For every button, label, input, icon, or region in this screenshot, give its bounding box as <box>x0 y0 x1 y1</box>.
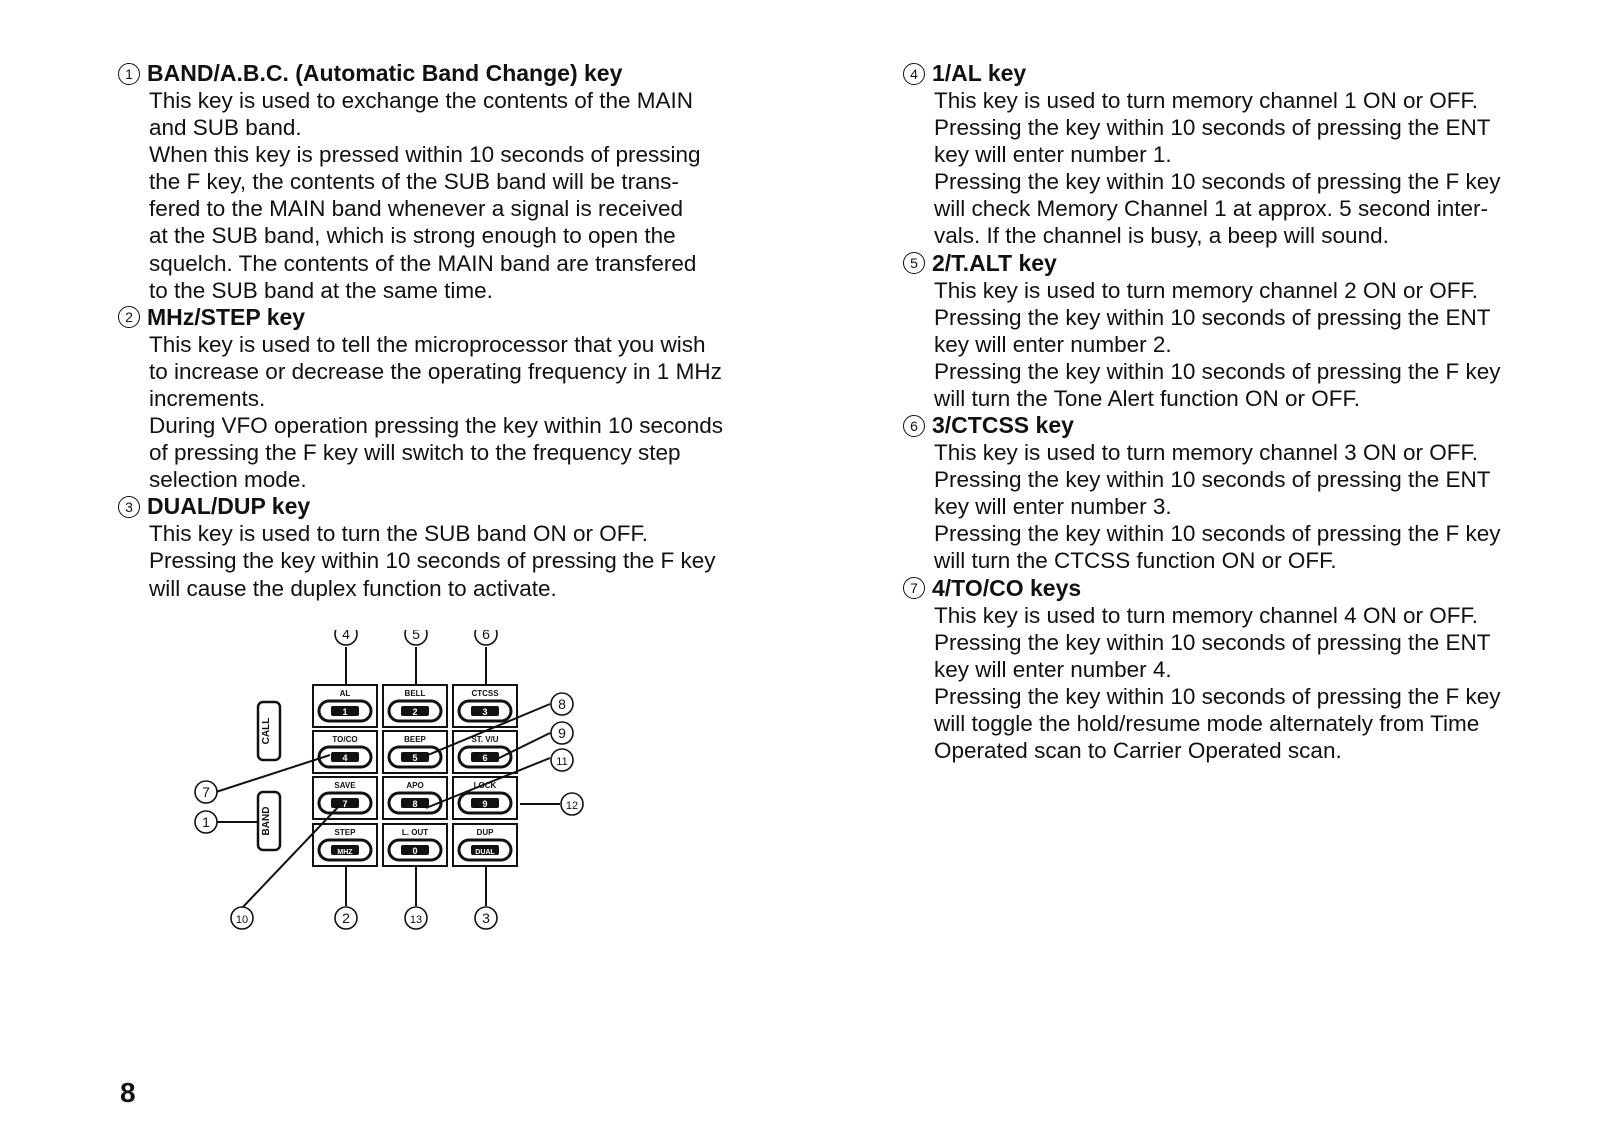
key-main-label: DUAL <box>475 849 495 856</box>
key-main-label: 7 <box>342 799 348 809</box>
section-dual-dup-key <box>118 493 808 601</box>
callout-number: 8 <box>558 696 566 712</box>
section-heading <box>903 60 1583 87</box>
key-function-label: ST. V/U <box>471 735 499 744</box>
key-main-label: 1 <box>342 707 348 717</box>
key-function-label: DUP <box>476 828 494 837</box>
keypad-diagram <box>180 630 620 960</box>
callout-number: 7 <box>202 784 210 800</box>
heading-text: 3/CTCSS key <box>932 412 1074 439</box>
keypad-key <box>313 685 377 727</box>
leader-line <box>242 805 340 908</box>
callout-number: 13 <box>409 914 423 926</box>
heading-text: DUAL/DUP key <box>147 493 311 520</box>
callout-number: 12 <box>565 800 579 812</box>
heading-text: 4/TO/CO keys <box>932 574 1082 601</box>
key-function-label: CTCSS <box>471 689 499 698</box>
key-main-label: 9 <box>482 799 488 809</box>
paragraph: This key is used to turn memory channel 2 ON or OFF. Pressing the key within 10 seconds of pressing the ENT key will enter number 2. <box>934 277 1491 357</box>
section-2-talt-key <box>903 250 1583 412</box>
paragraph: Pressing the key within 10 seconds of pressing the F key will toggle the hold/resume mode alternately from Time Operated scan to Carrier Operated scan. <box>934 683 1501 763</box>
key-function-label: SAVE <box>334 781 356 790</box>
paragraph: Pressing the key within 10 seconds of pressing the F key will turn the CTCSS function ON or OFF. <box>934 521 1501 574</box>
section-heading <box>903 412 1583 439</box>
section-heading <box>903 575 1583 602</box>
call-key-label: CALL <box>261 717 272 745</box>
paragraph: During VFO operation pressing the key within 10 seconds of pressing the F key will switch to the frequency step selection mode. <box>149 413 724 493</box>
callout-number: 10 <box>235 914 249 926</box>
key-main-label: 3 <box>482 707 488 717</box>
section-1-al-key <box>903 60 1583 250</box>
key-function-label: STEP <box>334 828 356 837</box>
heading-text: 2/T.ALT key <box>932 249 1057 276</box>
paragraph: This key is used to exchange the contents of the MAIN and SUB band. <box>149 88 694 141</box>
key-function-label: AL <box>339 689 351 698</box>
callout-number: 2 <box>342 910 350 926</box>
paragraph: This key is used to turn the SUB band ON or OFF. Pressing the key within 10 seconds of pressing the F key will cause the duplex function to activate. <box>149 521 716 601</box>
right-column <box>903 60 1583 764</box>
key-main-label: 2 <box>412 707 418 717</box>
callout-number: 7 <box>903 577 925 599</box>
key-main-label: 6 <box>482 753 488 763</box>
callout-number: 5 <box>903 252 925 274</box>
left-column <box>118 60 808 602</box>
key-function-label: BELL <box>404 689 426 698</box>
heading-text: 1/AL key <box>932 60 1027 86</box>
keypad-key <box>383 685 447 727</box>
key-main-label: 5 <box>412 753 418 763</box>
callout-number: 4 <box>342 630 350 642</box>
callout-number: 6 <box>482 630 490 642</box>
section-heading <box>903 250 1583 277</box>
callout-number: 9 <box>558 725 566 741</box>
paragraph: Pressing the key within 10 seconds of pressing the F key will turn the Tone Alert function ON or OFF. <box>934 358 1501 411</box>
paragraph: Pressing the key within 10 seconds of pressing the F key will check Memory Channel 1 at approx. 5 second inter- vals. If the channel is busy, a beep will sound. <box>934 169 1501 249</box>
section-heading <box>118 493 808 520</box>
section-heading <box>118 60 808 87</box>
keypad-key <box>383 824 447 866</box>
key-function-label: LOCK <box>473 781 497 790</box>
section-mhz-step-key <box>118 304 808 494</box>
callout-number: 5 <box>412 630 420 642</box>
callout-number: 6 <box>903 415 925 437</box>
callout-number: 4 <box>903 63 925 85</box>
keypad-key <box>313 824 377 866</box>
heading-text: BAND/A.B.C. (Automatic Band Change) key <box>147 60 623 86</box>
keypad-key <box>313 731 377 773</box>
keys-layer <box>313 685 517 866</box>
callout-number: 11 <box>556 756 568 768</box>
section-band-key <box>118 60 808 304</box>
key-main-label: MHZ <box>337 849 353 856</box>
callout-number: 1 <box>118 63 140 85</box>
keypad-key <box>383 777 447 819</box>
paragraph: This key is used to turn memory channel 1 ON or OFF. Pressing the key within 10 seconds of pressing the ENT key will enter number 1. <box>934 88 1491 168</box>
callout-number: 3 <box>118 496 140 518</box>
band-key-label: BAND <box>261 806 272 836</box>
paragraph: This key is used to turn memory channel 3 ON or OFF. Pressing the key within 10 seconds of pressing the ENT key will enter number 3. <box>934 440 1491 520</box>
paragraph: This key is used to turn memory channel 4 ON or OFF. Pressing the key within 10 seconds of pressing the ENT key will enter number 4. <box>934 602 1491 682</box>
key-main-label: 0 <box>412 846 418 856</box>
key-function-label: L. OUT <box>401 828 429 837</box>
section-4-toco-keys <box>903 575 1583 765</box>
key-main-label: 4 <box>342 753 348 763</box>
keypad-key <box>453 685 517 727</box>
keypad-key <box>453 731 517 773</box>
callout-number: 1 <box>202 814 210 830</box>
keypad-key <box>453 824 517 866</box>
callout-number: 2 <box>118 306 140 328</box>
section-heading <box>118 304 808 331</box>
key-function-label: APO <box>406 781 424 790</box>
key-main-label: 8 <box>412 799 418 809</box>
section-3-ctcss-key <box>903 412 1583 574</box>
key-function-label: TO/CO <box>332 735 358 744</box>
paragraph: This key is used to tell the microprocessor that you wish to increase or decrease the operating frequency in 1 MHz increments. <box>149 331 722 411</box>
keypad-key <box>313 777 377 819</box>
key-function-label: BEEP <box>404 735 426 744</box>
heading-text: MHz/STEP key <box>147 303 306 330</box>
page-number: 8 <box>120 1077 136 1108</box>
keypad-key <box>453 777 517 819</box>
paragraph: When this key is pressed within 10 seconds of pressing the F key, the contents of the SUB band will be trans- fered to the MAIN band whenever a signal is received at the SUB band, which is strong enough to open the squelch. The contents of the MAIN band are transfered to the SUB band at the same time. <box>149 142 701 303</box>
callout-number: 3 <box>482 910 490 926</box>
